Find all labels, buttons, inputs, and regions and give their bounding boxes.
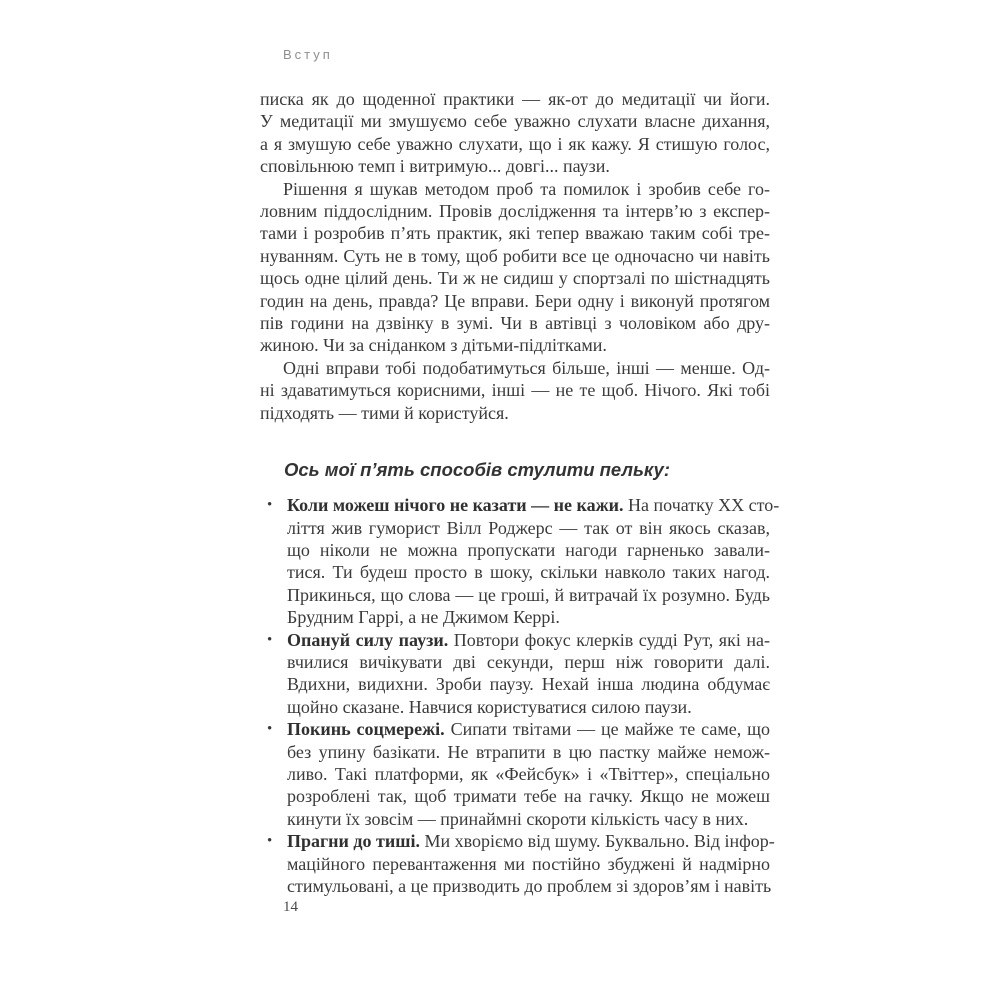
text-line: Одні вправи тобі подобатимуться більше, інші — менше. Од- [283,357,770,378]
text-block [260,88,780,897]
text-line: ловним піддослідним. Провів дослідження та інтерв’ю з експер- [260,201,770,222]
text-line: щось одне цілий день. Ти ж не сидиш у спортзалі по шістнадцять [260,268,770,289]
text-line: вчилися вичікувати дві секунди, перш ніж говорити далі. [287,651,770,672]
text-line: кинути їх зовсім — принаймні скороти кількість часу в них. [287,808,749,829]
text-line: Прагни до тиші. Ми хворіємо від шуму. Буквально. Від інфор- [287,831,775,852]
text-line: годин на день, правда? Це вправи. Бери одну і виконуй протягом [260,290,770,311]
text-line: ні здаватимуться корисними, інші — не те щоб. Нічого. Які тобі [260,380,770,401]
text-line: нуванням. Суть не в тому, щоб робити все це одночасно чи навіть [260,245,770,266]
bullet-lead: Прагни до тиші. [287,831,420,852]
paragraph [260,88,770,178]
text-line: ливо. Такі платформи, як «Фейсбук» і «Твіттер», спеціально [287,763,770,784]
bullet-list [260,494,780,897]
paragraph-section [260,88,770,424]
text-line: пів години на дзвінку в зумі. Чи в автівці з чоловіком або дру- [260,313,770,334]
text-line: Рішення я шукав методом проб та помилок і зробив себе го- [283,178,770,199]
text-line: стимульовані, а це призводить до проблем зі здоров’ям і навіть [287,876,772,896]
bullet-item [260,629,770,719]
bullet-lead: Опануй силу паузи. [287,629,449,650]
text-line: писка як до щоденної практики — як-от до медитації чи йоги. [260,89,770,109]
bullet-item [260,494,780,628]
text-line: а я змушую себе уважно слухати, що і як кажу. Я стишую голос, [260,133,770,154]
bullet-item [260,830,775,897]
text-line: маційного перевантаження ми постійно збуджені й надмірно [287,853,770,874]
bullet-marker-icon: • [267,497,273,514]
paragraph [260,357,770,424]
text-line: що ніколи не можна пропускати нагоди гарненько завали- [287,539,770,560]
text-line: ліття жив гуморист Вілл Роджерс — так от він якось сказав, [287,517,770,538]
running-head: Вступ [283,47,333,62]
bullet-lead: Коли можеш нічого не казати — не кажи. [287,495,624,516]
text-line: тами і розробив п’ять практик, які тепер вважаю таким собі тре- [260,223,770,244]
text-line: Брудним Гаррі, а не Джимом Керрі. [287,607,560,628]
bullet-lead: Покинь соцмережі. [287,719,445,740]
text-line: без упину базікати. Не втрапити в цю пастку майже немож- [287,741,770,762]
page-number: 14 [283,899,298,915]
text-line: сповільнюю темп і витримую... довгі... паузи. [260,156,610,177]
text-line: Коли можеш нічого не казати — не кажи. На початку XX сто- [287,495,780,516]
text-line: жиною. Чи за сніданком з дітьми-підлітками. [260,335,607,356]
text-line: підходять — тими й користуйся. [260,402,509,423]
text-line: Вдихни, видихни. Зроби паузу. Нехай інша людина обдумає [287,674,770,695]
text-line: Покинь соцмережі. Сипати твітами — це майже те саме, що [287,719,770,740]
bullet-marker-icon: • [267,833,273,850]
paragraph [260,178,770,357]
text-line: Опануй силу паузи. Повтори фокус клерків судді Рут, які на- [287,629,770,650]
bullet-marker-icon: • [267,721,273,738]
text-line: щойно сказане. Навчися користуватися силою паузи. [287,696,692,717]
bullet-marker-icon: • [267,631,273,648]
text-line: У медитації ми змушуємо себе уважно слухати власне дихання, [260,111,770,132]
text-line: розроблені так, щоб тримати тебе на гачку. Якщо не можеш [287,786,770,807]
list-heading: Ось мої п’ять способів стулити пельку: [284,459,670,481]
text-line: тися. Ти будеш просто в шоку, скільки навколо таких нагод. [287,562,770,583]
bullet-item [260,718,770,830]
text-line: Прикинься, що слова — це гроші, й витрачай їх розумно. Будь [287,584,770,605]
